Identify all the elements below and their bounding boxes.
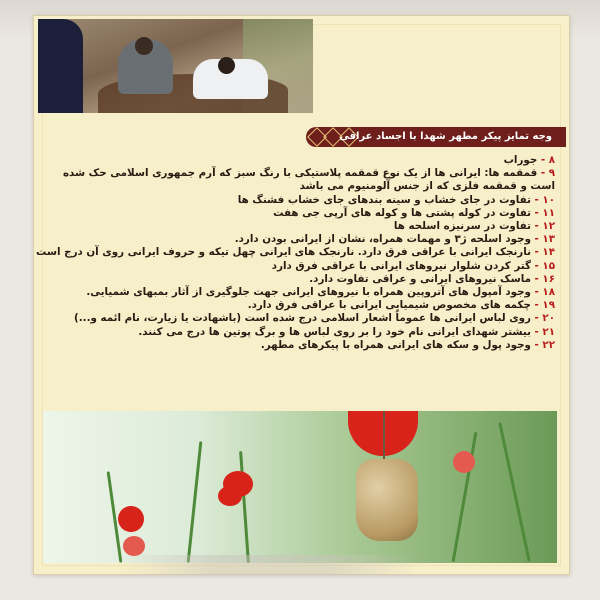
item-text: ماسک نیروهای ایرانی و عراقی تفاوت دارد. <box>309 272 531 285</box>
item-number: ۱۵ <box>542 259 555 272</box>
list-item: ۱۸ - وجود آمپول های آتروپین همراه با نیروهای ایرانی جهت جلوگیری از آثار بمبهای شمیایی. <box>86 286 555 299</box>
poppy-flower <box>118 506 144 532</box>
item-number: ۱۲ <box>542 220 555 233</box>
list-item: ۱۵ - گتر کردن شلوار نیروهای ایرانی با عراقی فرق دارد <box>271 259 555 272</box>
list-item: ۲۱ - بیشتر شهدای ایرانی نام خود را بر روی لباس ها و برگ پوتین ها درج می کنند. <box>138 325 555 338</box>
item-number: ۱۴ <box>542 246 555 259</box>
banner-title: وجه تمایز پیکر مطهر شهدا با اجساد عراقی <box>339 131 552 142</box>
item-text: وجود اسلحه ژ۳ و مهمات همراه، نشان از ایرانی بودن دارد. <box>234 233 531 246</box>
item-text: چکمه های مخصوص شیمیایی ایرانی با عراقی فرق دارد. <box>247 299 531 312</box>
item-text: جوراب <box>503 154 538 166</box>
list-item: ۱۳ - وجود اسلحه ژ۳ و مهمات همراه، نشان از ایرانی بودن دارد. <box>234 233 555 246</box>
item-number: ۱۳ <box>542 233 555 246</box>
item-number: ۹ <box>548 167 555 180</box>
item-text: روی لباس ایرانی ها عموماً اشعار اسلامی درج شده است (باشهادت یا زیارت، نام ائمه و...) <box>74 312 531 325</box>
item-number: ۱۱ <box>542 206 555 219</box>
list-item: ۱۹ - چکمه های مخصوص شیمیایی ایرانی با عراقی فرق دارد. <box>247 299 555 312</box>
item-number: ۲۲ <box>542 338 555 351</box>
item-number: ۱۹ <box>542 299 555 312</box>
item-text: نارنجک ایرانی با عراقی فرق دارد. نارنجک های ایرانی چهل تیکه و حروف ایرانی روی آن درج است <box>36 246 531 259</box>
list-item: ۱۴ - نارنجک ایرانی با عراقی فرق دارد. نارنجک های ایرانی چهل تیکه و حروف ایرانی روی آن درج است <box>36 246 555 259</box>
list-item: ۱۲ - تفاوت در سرنیزه اسلحه ها <box>393 220 555 233</box>
top-photo <box>38 19 313 113</box>
item-text: بیشتر شهدای ایرانی نام خود را بر روی لباس ها و برگ پوتین ها درج می کنند. <box>138 325 531 338</box>
item-number: ۸ <box>548 154 555 166</box>
list-item: ۲۲ - وجود پول و سکه های ایرانی همراه با پیکرهای مطهر. <box>260 338 555 351</box>
photo-figure <box>38 19 83 113</box>
item-number: ۲۱ <box>542 325 555 338</box>
list-item: ۹ - قمقمه ها: ایرانی ها از یک نوع قمقمه پلاستیکی با رنگ سبز که آرم جمهوری اسلامی حک شده است و قمقمه فلزی که از جنس آلومنیوم می باشد <box>62 167 555 193</box>
item-text: گتر کردن شلوار نیروهای ایرانی با عراقی فرق دارد <box>271 259 531 272</box>
item-number: ۱۶ <box>542 272 555 285</box>
poppy-flower <box>218 486 242 506</box>
poppy-flower <box>123 536 145 556</box>
item-text: تفاوت در کوله پشتی ها و کوله های آرپی جی هفت <box>273 206 531 219</box>
item-text: تفاوت در جای خشاب و سینه بندهای جای خشاب فشنگ ها <box>237 193 531 206</box>
items-list <box>35 154 555 352</box>
item-text: قمقمه ها: ایرانی ها از یک نوع قمقمه پلاستیکی با رنگ سبز که آرم جمهوری اسلامی حک شده است و قمقمه فلزی که از جنس آلومنیوم می باشد <box>62 167 555 193</box>
list-item: ۲۰ - روی لباس ایرانی ها عموماً اشعار اسلامی درج شده است (باشهادت یا زیارت، نام ائمه و...) <box>74 312 555 325</box>
list-item: ۱۶ - ماسک نیروهای ایرانی و عراقی تفاوت دارد. <box>309 272 555 285</box>
item-number: ۱۸ <box>542 286 555 299</box>
item-number: ۲۰ <box>542 312 555 325</box>
dog-tag <box>356 459 418 541</box>
bottom-photo-poppies <box>43 411 557 563</box>
item-text: وجود پول و سکه های ایرانی همراه با پیکرهای مطهر. <box>260 338 531 351</box>
item-text: وجود آمپول های آتروپین همراه با نیروهای ایرانی جهت جلوگیری از آثار بمبهای شمیایی. <box>86 286 531 299</box>
item-text: تفاوت در سرنیزه اسلحه ها <box>393 220 531 233</box>
item-number: ۱۰ <box>542 193 555 206</box>
list-item: ۱۱ - تفاوت در کوله پشتی ها و کوله های آرپی جی هفت <box>273 206 555 219</box>
list-item: ۱۰ - تفاوت در جای خشاب و سینه بندهای جای خشاب فشنگ ها <box>237 193 555 206</box>
list-item: ۸ - جوراب <box>503 154 555 166</box>
poppy-flower <box>453 451 475 473</box>
section-banner <box>306 127 566 147</box>
